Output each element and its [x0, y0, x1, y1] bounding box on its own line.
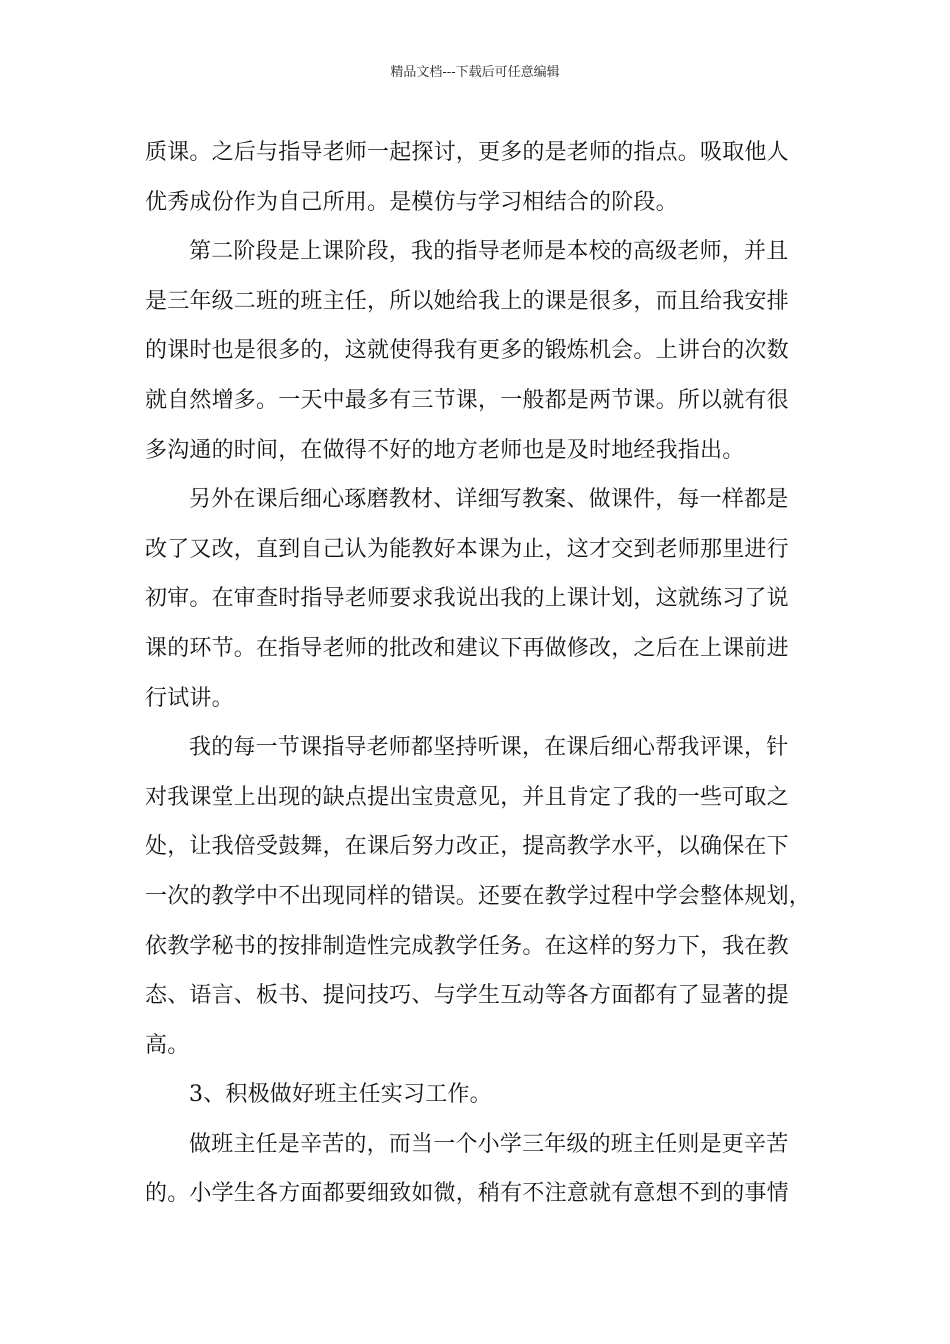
paragraph-line: 改了又改，直到自己认为能教好本课为止，这才交到老师那里进行 — [145, 536, 789, 562]
document-body — [145, 128, 815, 1219]
paragraph-line: 优秀成份作为自己所用。是模仿与学习相结合的阶段。 — [145, 189, 678, 215]
paragraph-line: 是三年级二班的班主任，所以她给我上的课是很多，而且给我安排 — [145, 288, 789, 314]
paragraph-first-line: 3、积极做好班主任实习工作。 — [189, 1082, 492, 1108]
paragraph-line: 依教学秘书的按排制造性完成教学任务。在这样的努力下，我在教 — [145, 933, 789, 959]
paragraph-first-line: 我的每一节课指导老师都坚持听课，在课后细心帮我评课，针 — [189, 735, 789, 761]
paragraph-first-line: 第二阶段是上课阶段，我的指导老师是本校的高级老师，并且 — [189, 239, 789, 265]
paragraph-line: 对我课堂上出现的缺点提出宝贵意见，并且肯定了我的一些可取之 — [145, 784, 789, 810]
paragraph-line: 处，让我倍受鼓舞，在课后努力改正，提高教学水平，以确保在下 — [145, 834, 789, 860]
paragraph-line: 高。 — [145, 1032, 190, 1058]
paragraph-line: 质课。之后与指导老师一起探讨，更多的是老师的指点。吸取他人 — [145, 140, 789, 165]
paragraph-first-line: 做班主任是辛苦的，而当一个小学三年级的班主任则是更辛苦 — [189, 1131, 789, 1157]
paragraph-line: 行试讲。 — [145, 685, 234, 711]
paragraph-line: 态、语言、板书、提问技巧、与学生互动等各方面都有了显著的提 — [145, 983, 789, 1009]
paragraph-line: 的课时也是很多的，这就使得我有更多的锻炼机会。上讲台的次数 — [145, 338, 789, 364]
paragraph-line: 初审。在审查时指导老师要求我说出我的上课计划，这就练习了说 — [145, 586, 789, 612]
paragraph-line: 就自然增多。一天中最多有三节课，一般都是两节课。所以就有很 — [145, 387, 789, 413]
paragraph-line: 多沟通的时间，在做得不好的地方老师也是及时地经我指出。 — [145, 437, 745, 463]
paragraph-first-line: 另外在课后细心琢磨教材、详细写教案、做课件，每一样都是 — [189, 487, 789, 513]
paragraph-line: 一次的教学中不出现同样的错误。还要在教学过程中学会整体规划， — [145, 883, 812, 909]
page-header: 精品文档---下载后可任意编辑 — [390, 65, 560, 80]
paragraph-line: 课的环节。在指导老师的批改和建议下再做修改，之后在上课前进 — [145, 635, 789, 661]
paragraph-line: 的。小学生各方面都要细致如微，稍有不注意就有意想不到的事情 — [145, 1181, 789, 1207]
